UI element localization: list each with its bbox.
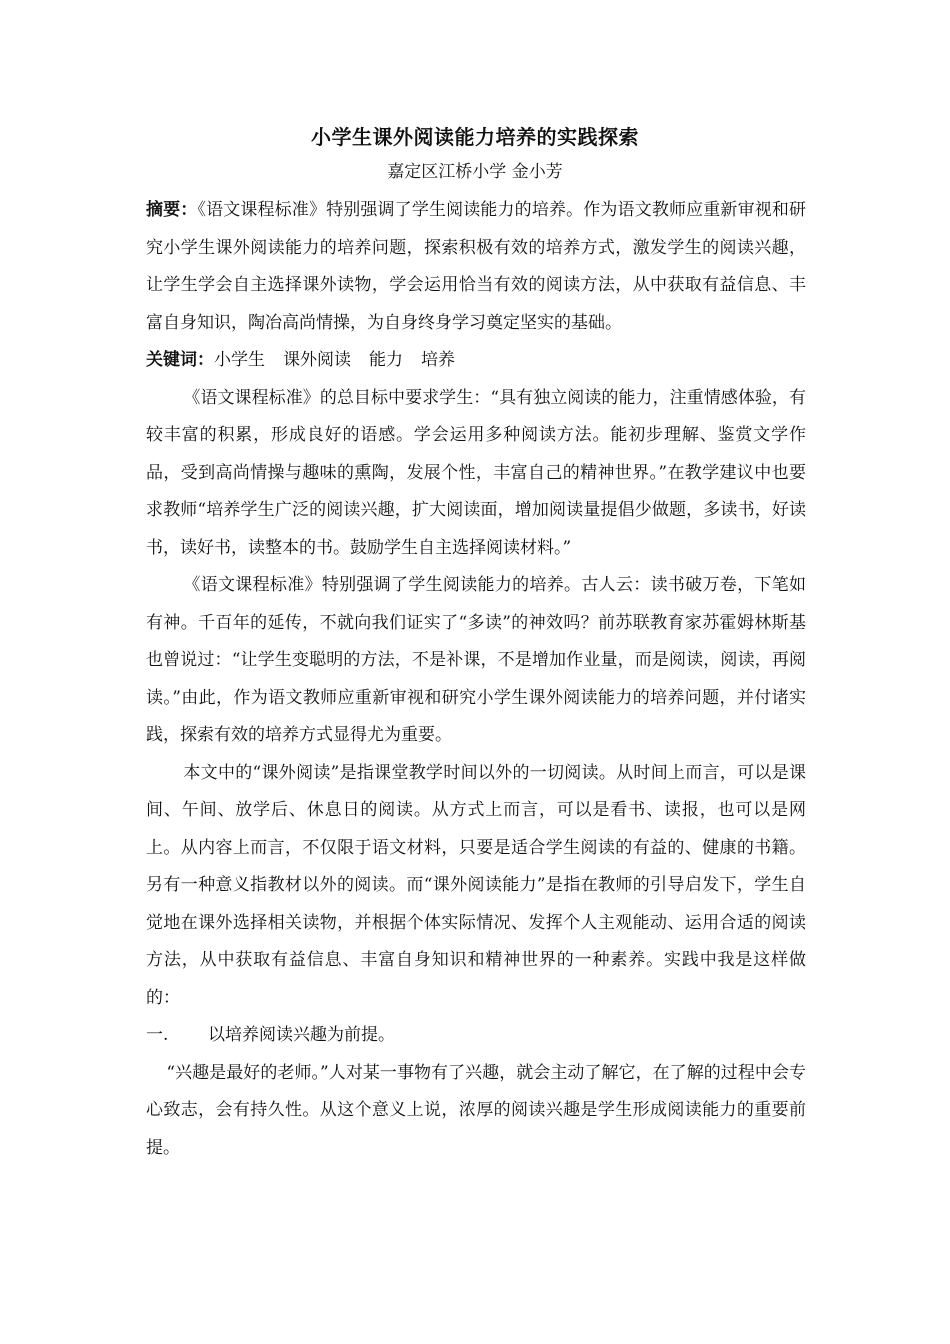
author-line: 嘉定区江桥小学 金小芳	[387, 162, 563, 182]
keyword: 能力	[369, 350, 403, 370]
keyword: 小学生	[214, 350, 265, 370]
section-heading	[146, 1017, 806, 1055]
body-paragraph: 《语文课程标准》特别强调了学生阅读能力的培养。古人云：读书破万卷，下笔如有神。千百年的延传，不就向我们证实了“多读”的神效吗？前苏联教育家苏霍姆林斯基也曾说过：“让学生变聪明的方法，不是补课，不是增加作业量，而是阅读，阅读，再阅读。”由此，作为语文教师应重新审视和研究小学生课外阅读能力的培养问题，并付诸实践，探索有效的培养方式显得尤为重要。	[146, 575, 806, 745]
abstract-paragraph	[146, 192, 806, 342]
section-heading-text: 以培养阅读兴趣为前提。	[208, 1025, 395, 1045]
document-body	[146, 192, 806, 1167]
document-title: 小学生课外阅读能力培养的实践探索	[311, 125, 639, 149]
body-paragraph: 《语文课程标准》的总目标中要求学生：“具有独立阅读的能力，注重情感体验，有较丰富的积累，形成良好的语感。学会运用多种阅读方法。能初步理解、鉴赏文学作品，受到高尚情操与趣味的熏陶，发展个性，丰富自己的精神世界。”在教学建议中也要求教师“培养学生广泛的阅读兴趣，扩大阅读面，增加阅读量提倡少做题，多读书，好读书，读好书，读整本的书。鼓励学生自主选择阅读材料。”	[146, 387, 806, 558]
abstract-text: 《语文课程标准》特别强调了学生阅读能力的培养。作为语文教师应重新审视和研究小学生课外阅读能力的培养问题，探索积极有效的培养方式，激发学生的阅读兴趣，让学生学会自主选择课外读物，学会运用恰当有效的阅读方法，从中获取有益信息、丰富自身知识，陶冶高尚情操，为自身终身学习奠定坚实的基础。	[146, 200, 807, 333]
body-paragraph: 本文中的“课外阅读”是指课堂教学时间以外的一切阅读。从时间上而言，可以是课间、午间、放学后、休息日的阅读。从方式上而言，可以是看书、读报，也可以是网上。从内容上而言，不仅限于语文材料，只要是适合学生阅读的有益的、健康的书籍。另有一种意义指教材以外的阅读。而“课外阅读能力”是指在教师的引导启发下，学生自觉地在课外选择相关读物，并根据个体实际情况、发挥个人主观能动、运用合适的阅读方法，从中获取有益信息、丰富自身知识和精神世界的一种素养。实践中我是这样做的：	[146, 762, 806, 1008]
keywords-label: 关键词：	[146, 350, 214, 370]
keywords-line	[146, 342, 806, 380]
abstract-label: 摘要：	[146, 200, 198, 220]
body-paragraph: “兴趣是最好的老师。”人对某一事物有了兴趣，就会主动了解它，在了解的过程中会专心致志，会有持久性。从这个意义上说，浓厚的阅读兴趣是学生形成阅读能力的重要前提。	[146, 1062, 806, 1158]
section-number: 一.	[146, 1025, 169, 1045]
keyword: 课外阅读	[283, 350, 351, 370]
keyword: 培养	[421, 350, 455, 370]
